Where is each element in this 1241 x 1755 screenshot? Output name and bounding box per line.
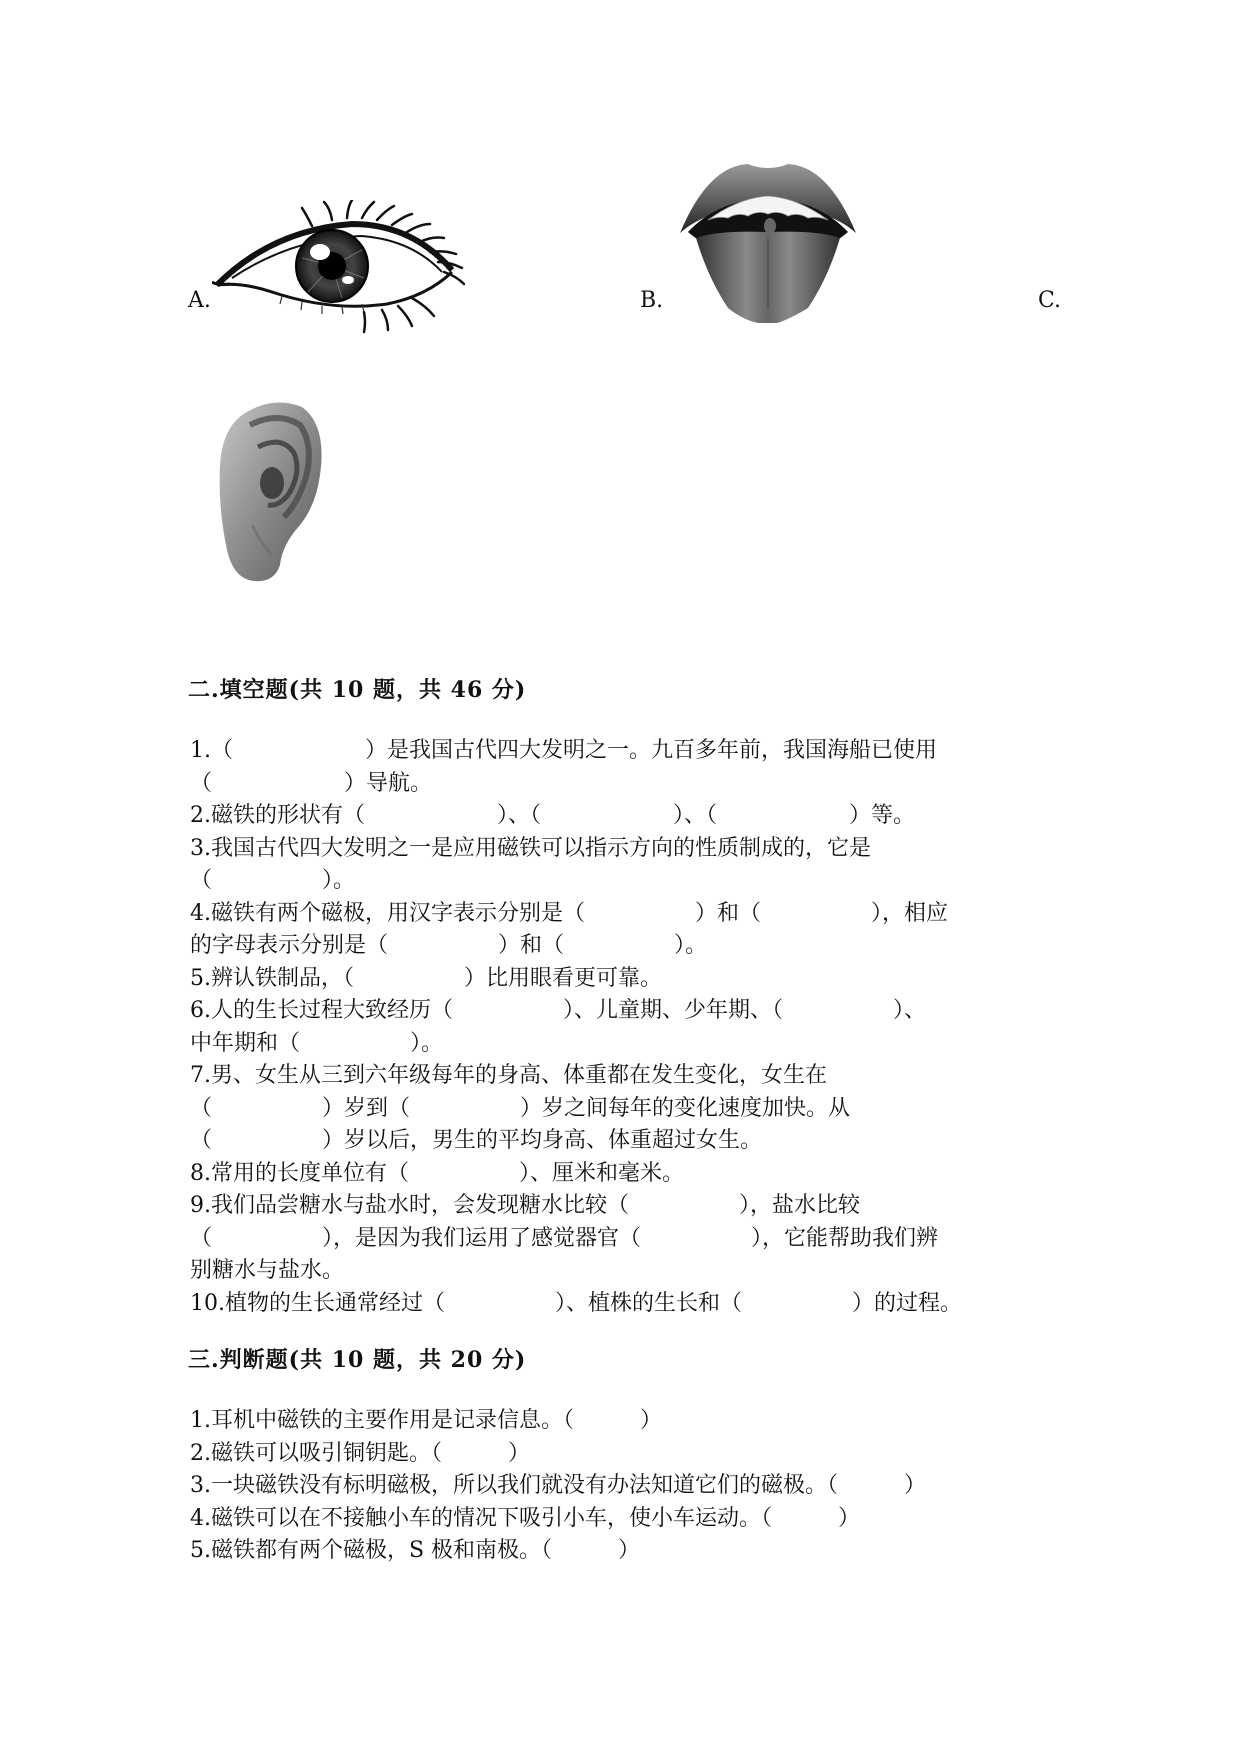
- question-line: 的字母表示分别是（ ）和（ ）。: [190, 933, 708, 958]
- question-line: 5.辨认铁制品，（ ）比用眼看更可靠。: [190, 965, 662, 991]
- question-line: 3.我国古代四大发明之一是应用磁铁可以指示方向的性质制成的，它是: [190, 835, 871, 861]
- option-c-label: C.: [1038, 288, 1062, 313]
- option-b-label: B.: [640, 288, 664, 313]
- question-line: 3.一块磁铁没有标明磁极，所以我们就没有办法知道它们的磁极。（ ）: [190, 1473, 926, 1498]
- question-line: 别糖水与盐水。: [190, 1258, 345, 1283]
- question-line: 4.磁铁可以在不接触小车的情况下吸引小车，使小车运动。（ ）: [190, 1505, 860, 1531]
- mouth-tongue-icon: [678, 158, 858, 323]
- true-false-question-list: [190, 1405, 1070, 1568]
- fill-in-question-list: [190, 735, 1070, 1320]
- question-line: 7.男、女生从三到六年级每年的身高、体重都在发生变化，女生在: [190, 1063, 827, 1088]
- question-line: （ ）岁以后，男生的平均身高、体重超过女生。: [190, 1128, 763, 1153]
- question-line: （ ）岁到（ ）岁之间每年的变化速度加快。从: [190, 1095, 851, 1121]
- option-a-label: A.: [188, 288, 211, 313]
- section-title-true-false: 三.判断题(共 10 题，共 20 分): [188, 1347, 527, 1373]
- eye-icon: [212, 200, 472, 335]
- question-line: 10.植物的生长通常经过（ ）、植株的生长和（ ）的过程。: [190, 1290, 962, 1316]
- question-line: 5.磁铁都有两个磁极，S 极和南极。（ ）: [190, 1538, 641, 1563]
- question-line: 中年期和（ ）。: [190, 1030, 444, 1056]
- question-line: 2.磁铁的形状有（ ）、（ ）、（ ）等。: [190, 803, 915, 828]
- question-line: （ ），是因为我们运用了感觉器官（ ），它能帮助我们辨: [190, 1225, 939, 1251]
- question-line: （ ）。: [190, 868, 356, 893]
- question-line: 8.常用的长度单位有（ ）、厘米和毫米。: [190, 1160, 684, 1186]
- question-line: 4.磁铁有两个磁极，用汉字表示分别是（ ）和（ ），相应: [190, 900, 948, 926]
- question-line: 9.我们品尝糖水与盐水时，会发现糖水比较（ ），盐水比较: [190, 1193, 860, 1218]
- question-line: 1.耳机中磁铁的主要作用是记录信息。（ ）: [190, 1408, 662, 1433]
- section-title-fill-in: 二.填空题(共 10 题，共 46 分): [188, 677, 527, 703]
- question-line: 6.人的生长过程大致经历（ ）、儿童期、少年期、（ ）、: [190, 998, 926, 1023]
- question-line: 2.磁铁可以吸引铜钥匙。（ ）: [190, 1440, 530, 1466]
- question-line: （ ）导航。: [190, 770, 433, 796]
- ear-icon: [212, 395, 327, 585]
- question-line: 1.（ ）是我国古代四大发明之一。九百多年前，我国海船已使用: [190, 738, 937, 763]
